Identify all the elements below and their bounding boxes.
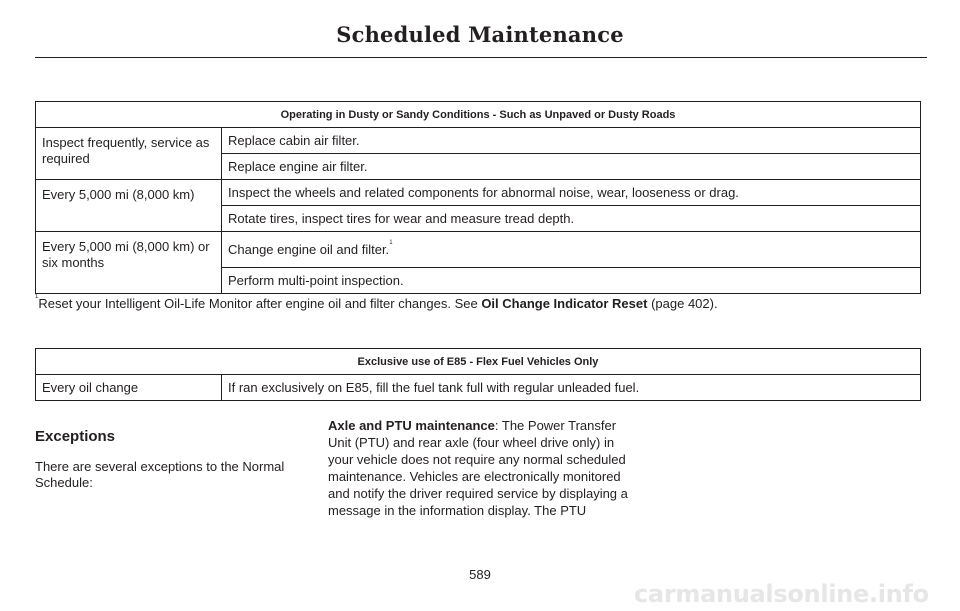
task-cell: Perform multi-point inspection. — [222, 268, 921, 294]
axle-text: : The Power Transfer Unit (PTU) and rear axle (four wheel drive only) in your vehicle does not require any normal scheduled maintenance. Vehicles are electronically monitored and notify the driver required service by displaying a message in the information display. The PTU — [328, 418, 628, 518]
task-text: Change engine oil and filter. — [228, 242, 390, 257]
interval-cell: Every oil change — [36, 375, 222, 401]
table-header: Exclusive use of E85 - Flex Fuel Vehicles Only — [36, 349, 921, 375]
table-row — [36, 180, 921, 206]
table-row — [36, 232, 921, 268]
footnote-text: Reset your Intelligent Oil-Life Monitor after engine oil and filter changes. See — [38, 296, 482, 311]
footnote — [35, 296, 718, 311]
interval-cell: Every 5,000 mi (8,000 km) or six months — [36, 232, 222, 294]
exceptions-body: There are several exceptions to the Normal Schedule: — [35, 459, 285, 490]
watermark: carmanualsonline.info — [634, 580, 929, 608]
footnote-marker: 1 — [35, 294, 39, 300]
table-row — [36, 128, 921, 154]
page-title: Scheduled Maintenance — [336, 22, 624, 47]
task-cell: Replace engine air filter. — [222, 154, 921, 180]
footnote-marker: 1 — [389, 240, 393, 246]
task-cell: Rotate tires, inspect tires for wear and measure tread depth. — [222, 206, 921, 232]
footnote-suffix: (page 402). — [647, 296, 718, 311]
axle-term: Axle and PTU maintenance — [328, 418, 495, 433]
task-cell: Inspect the wheels and related components for abnormal noise, wear, looseness or drag. — [222, 180, 921, 206]
title-divider — [35, 57, 927, 58]
table-header-row — [36, 102, 921, 128]
dusty-conditions-table — [35, 101, 921, 294]
e85-table — [35, 348, 921, 401]
table-header-row — [36, 349, 921, 375]
table-header: Operating in Dusty or Sandy Conditions - Such as Unpaved or Dusty Roads — [36, 102, 921, 128]
axle-ptu-paragraph — [328, 417, 628, 519]
interval-cell: Inspect frequently, service as required — [36, 128, 222, 180]
task-cell: Replace cabin air filter. — [222, 128, 921, 154]
task-cell: If ran exclusively on E85, fill the fuel tank full with regular unleaded fuel. — [222, 375, 921, 401]
task-cell — [222, 232, 921, 268]
exceptions-heading: Exceptions — [35, 428, 116, 445]
table-row — [36, 375, 921, 401]
footnote-link[interactable]: Oil Change Indicator Reset — [481, 296, 648, 311]
interval-cell: Every 5,000 mi (8,000 km) — [36, 180, 222, 232]
page-number: 589 — [469, 567, 491, 582]
